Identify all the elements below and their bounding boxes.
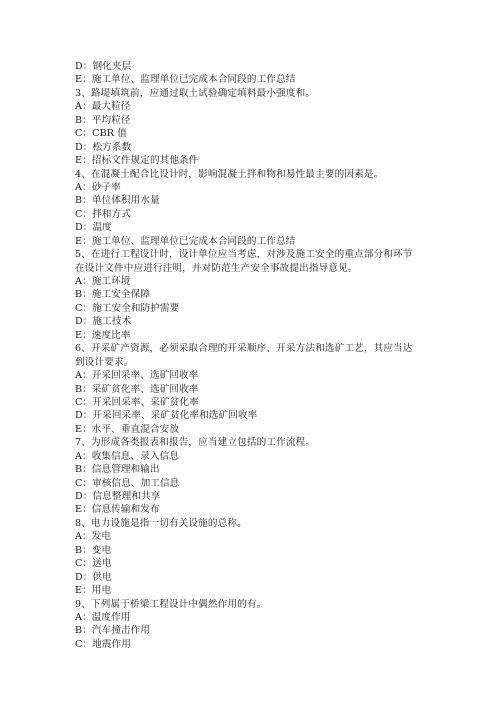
answer-option [75, 221, 445, 234]
answer-option [75, 409, 445, 422]
answer-option [75, 208, 445, 221]
option-line: E：速度比率 [75, 329, 131, 341]
answer-option [75, 584, 445, 597]
option-line: A：发电 [75, 531, 112, 543]
answer-option [75, 503, 445, 516]
document-content [75, 60, 445, 651]
option-line: E：施工单位、监理单位已完成本合同段的工作总结 [75, 74, 296, 86]
answer-option [75, 423, 445, 436]
question-line: 8、电力设施是指一切有关设施的总称。 [75, 517, 247, 529]
answer-option [75, 611, 445, 624]
option-line: D：钢化夹层 [75, 61, 132, 72]
option-line: A：开采回采率、选矿回收率 [75, 370, 199, 382]
option-line: C：开采回采率、采矿贫化率 [75, 396, 199, 408]
answer-option [75, 463, 445, 476]
question-line: 到设计要求。 [75, 356, 134, 368]
option-line: B：施工安全保障 [75, 289, 151, 301]
question-line: 6、开采矿产资源，必须采取合理的开采顺序、开采方法和选矿工艺，其应当达 [75, 343, 413, 355]
question-text [75, 436, 445, 449]
question-text [75, 342, 445, 369]
option-line: E：用电 [75, 585, 112, 597]
question-line: 5、在进行工程设计时，设计单位应当考虑，对涉及施工安全的重点部分和环节 [75, 249, 413, 261]
answer-option [75, 127, 445, 140]
answer-option [75, 450, 445, 463]
option-line: C：送电 [75, 558, 112, 570]
question-line: 4、在混凝土配合比设计时，影响混凝土拌和物和易性最主要的因素是。 [75, 168, 384, 180]
answer-option [75, 288, 445, 301]
answer-option [75, 396, 445, 409]
option-line: B：采矿贫化率、选矿回收率 [75, 383, 199, 395]
answer-option [75, 571, 445, 584]
option-line: E：信息传输和发布 [75, 504, 160, 516]
option-line: C：地震作用 [75, 638, 131, 650]
option-line: A：温度作用 [75, 611, 131, 623]
option-line: B：平均粒径 [75, 114, 131, 126]
option-line: A：最大粒径 [75, 101, 131, 113]
question-text [75, 598, 445, 611]
answer-option [75, 624, 445, 637]
answer-option [75, 141, 445, 154]
option-line: E：水平、垂直混合安放 [75, 423, 180, 435]
option-line: D：开采回采率、采矿贫化率和选矿回收率 [75, 410, 258, 422]
answer-option [75, 73, 445, 86]
answer-option [75, 638, 445, 651]
option-line: D：松方系数 [75, 141, 132, 153]
answer-option [75, 557, 445, 570]
option-line: C：CBR 值 [75, 128, 127, 140]
question-text [75, 87, 445, 100]
question-text [75, 248, 445, 275]
option-line: A：砂子率 [75, 181, 121, 193]
answer-option [75, 154, 445, 167]
question-line: 3、路堤填筑前，应通过取土试验确定填料最小强度和。 [75, 87, 316, 99]
answer-option [75, 181, 445, 194]
option-line: E：施工单位、监理单位已完成本合同段的工作总结 [75, 235, 296, 247]
option-line: C：拌和方式 [75, 208, 131, 220]
answer-option [75, 369, 445, 382]
answer-option [75, 114, 445, 127]
option-line: B：变电 [75, 544, 112, 556]
answer-option [75, 275, 445, 288]
answer-option [75, 490, 445, 503]
answer-option [75, 329, 445, 342]
answer-option [75, 235, 445, 248]
option-line: C：施工安全和防护需要 [75, 302, 180, 314]
answer-option [75, 100, 445, 113]
question-text [75, 168, 445, 181]
option-line: B：信息管理和输出 [75, 464, 160, 476]
option-line: D：信息整理和共享 [75, 491, 161, 502]
answer-option [75, 383, 445, 396]
answer-option [75, 194, 445, 207]
option-line: B：汽车撞击作用 [75, 625, 151, 637]
answer-option [75, 315, 445, 328]
answer-option [75, 60, 445, 73]
question-text [75, 517, 445, 530]
question-line: 在设计文件中应进行注明，并对防范生产安全事故提出指导意见。 [75, 262, 358, 274]
option-line: B：单位体积用水量 [75, 195, 160, 207]
option-line: D：供电 [75, 571, 112, 583]
question-line: 7、为形成各类报表和报告，应当建立包括的工作流程。 [75, 437, 316, 449]
answer-option [75, 302, 445, 315]
answer-option [75, 530, 445, 543]
option-line: A：收集信息、录入信息 [75, 450, 179, 462]
answer-option [75, 544, 445, 557]
option-line: D：温度 [75, 222, 112, 234]
answer-option [75, 477, 445, 490]
option-line: C：审核信息、加工信息 [75, 477, 180, 489]
option-line: E：招标文件规定的其他条件 [75, 155, 199, 167]
option-line: A：施工环境 [75, 276, 131, 287]
question-line: 9、下列属于桥梁工程设计中偶然作用的有。 [75, 598, 267, 610]
option-line: D：施工技术 [75, 316, 132, 328]
